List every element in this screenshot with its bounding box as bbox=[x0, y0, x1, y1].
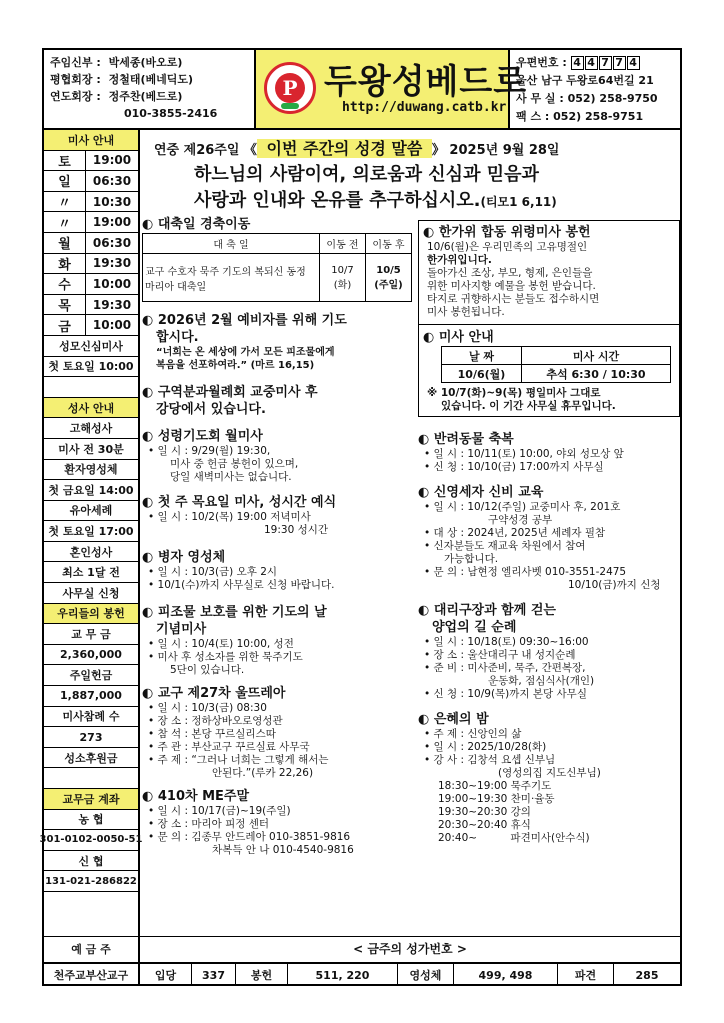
sunday-label: 연중 제26주일 《 bbox=[154, 143, 257, 158]
mass-time: 19:30 bbox=[92, 297, 132, 312]
mass-day: 토 bbox=[44, 151, 86, 171]
mass-day: 일 bbox=[44, 171, 86, 191]
mass-date: 10/6(월) bbox=[442, 365, 522, 383]
pet-title: ◐ 반려동물 축복 bbox=[418, 432, 514, 447]
sick-line: • 10/1(수)까지 사무실로 신청 바랍니다. bbox=[148, 579, 335, 591]
mass-day: 수 bbox=[44, 274, 86, 294]
parish-url[interactable]: http://duwang.catb.kr bbox=[342, 100, 507, 115]
chuseok-line: 위한 미사지향 예물을 봉헌 받습니다. bbox=[427, 280, 596, 292]
sick-line: • 일 시 : 10/3(금) 오후 2시 bbox=[148, 566, 278, 578]
leader-label: 연도회장 bbox=[50, 90, 93, 103]
pet-line: • 일 시 : 10/11(토) 10:00, 야외 성모상 앞 bbox=[424, 448, 624, 460]
sidebar-cell: 첫 금요일 14:00 bbox=[44, 480, 138, 501]
chuseok-line: 미사 봉헌됩니다. bbox=[427, 306, 505, 318]
sidebar-cell: 미사 전 30분 bbox=[44, 439, 138, 460]
hymn-cell: 285 bbox=[635, 968, 659, 982]
mass-time: 06:30 bbox=[92, 173, 132, 188]
mass-table bbox=[441, 346, 671, 383]
leader-row bbox=[50, 105, 217, 122]
mass-day: 월 bbox=[44, 233, 86, 253]
sidebar-cell: 2,360,000 bbox=[44, 645, 138, 666]
hymn-cell: 337 bbox=[192, 964, 236, 986]
hymn-cell: 영성체 bbox=[398, 964, 454, 986]
leader-value: 박세종(바오로) bbox=[108, 56, 183, 69]
mass-time: 19:00 bbox=[92, 215, 132, 230]
walk-title-2: 양업의 길 순례 bbox=[432, 620, 517, 635]
mass-time-row bbox=[44, 171, 138, 192]
mass-header-time: 미사 시간 bbox=[522, 347, 671, 365]
spirit-line: • 일 시 : 9/29(월) 19:30, bbox=[148, 445, 271, 457]
feast-title: ◐ 대축일 경축이동 bbox=[142, 217, 251, 232]
hymn-cell: 천주교부산교구 bbox=[44, 964, 140, 986]
left-column bbox=[142, 216, 414, 857]
creation-title: ◐ 피조물 보호를 위한 기도의 날 bbox=[142, 605, 327, 620]
fest27-line: • 일 시 : 10/3(금) 08:30 bbox=[148, 702, 267, 714]
sidebar-cell: 주일헌금 bbox=[44, 665, 138, 686]
feast-header-before: 이동 전 bbox=[320, 234, 366, 254]
grace-line: (영성의집 지도신부님) bbox=[498, 767, 601, 779]
thursday-line: • 일 시 : 10/2(목) 19:00 저녁미사 bbox=[148, 511, 311, 523]
grace-line: • 주 제 : 신앙인의 삶 bbox=[424, 728, 522, 740]
sidebar-cell: 성소후원금 bbox=[44, 748, 138, 769]
right-column bbox=[418, 220, 680, 845]
verse-reference: (티모1 6,11) bbox=[480, 195, 557, 209]
me-line: 차복득 안 나 010-4540-9816 bbox=[212, 844, 354, 856]
walk-line: 운동화, 점심식사(개인) bbox=[488, 675, 595, 687]
creation-title-2: 기념미사 bbox=[156, 622, 207, 637]
new-line: 가능합니다. bbox=[444, 553, 499, 565]
prep-quote-2: 복음을 선포하여라.” (마르 16,15) bbox=[156, 360, 315, 371]
me-line: • 장 소 : 마리아 피정 센터 bbox=[148, 818, 270, 830]
fest27-title: ◐ 교구 제27차 울뜨레아 bbox=[142, 686, 286, 701]
verse-line-2: 사랑과 인내와 온유를 추구하십시오. bbox=[194, 190, 481, 211]
mass-day: 〃 bbox=[44, 192, 86, 212]
bottom-row-1 bbox=[44, 936, 680, 960]
zip-digit: 4 bbox=[571, 56, 584, 70]
weekly-verse bbox=[194, 162, 557, 215]
address: 울산 남구 두왕로64번길 21 bbox=[516, 74, 654, 87]
hymn-cell: 511, 220 bbox=[288, 964, 398, 986]
mass-time-row bbox=[44, 274, 138, 295]
weekly-word-label: 이번 주간의 성경 말씀 bbox=[257, 139, 432, 158]
parish-contact bbox=[516, 54, 658, 126]
chuseok-title: ◐ 한가위 합동 위령미사 봉헌 bbox=[423, 225, 591, 240]
fest27-line: • 장 소 : 정하상바오로영성관 bbox=[148, 715, 283, 727]
district-title-2: 강당에서 있습니다. bbox=[156, 402, 266, 417]
mass-day: 금 bbox=[44, 315, 86, 335]
fest27-line: • 참 석 : 본당 꾸르실리스따 bbox=[148, 728, 276, 740]
feast-header-name: 대 축 일 bbox=[143, 234, 320, 254]
district-title: ◐ 구역분과월례회 교중미사 후 bbox=[142, 385, 318, 400]
new-line: 구약성경 공부 bbox=[488, 514, 553, 526]
zip-digit: 4 bbox=[627, 56, 640, 70]
walk-line: • 신 청 : 10/9(목)까지 본당 사무실 bbox=[424, 688, 587, 700]
new-title: ◐ 신영세자 신비 교육 bbox=[418, 485, 544, 500]
mass-time: 06:30 bbox=[92, 235, 132, 250]
spirit-line: 당일 새벽미사는 없습니다. bbox=[170, 471, 292, 483]
mass-time-row bbox=[44, 151, 138, 172]
creation-line: 5단이 있습니다. bbox=[170, 664, 245, 676]
sidebar-cell: 1,887,000 bbox=[44, 686, 138, 707]
leader-row: 주임신부 : 박세종(바오로) bbox=[50, 56, 183, 69]
feast-before: 10/7 (화) bbox=[320, 254, 366, 302]
creation-line: • 미사 후 성소자를 위한 묵주기도 bbox=[148, 651, 303, 663]
sidebar-cell: 환자영성체 bbox=[44, 460, 138, 481]
parish-logo-icon: P bbox=[264, 62, 316, 114]
mass-time: 추석 6:30 / 10:30 bbox=[522, 365, 671, 383]
pet-line: • 신 청 : 10/10(금) 17:00까지 사무실 bbox=[424, 461, 604, 473]
sidebar-cell: 성모신심미사 bbox=[44, 336, 138, 357]
mass-header-date: 날 짜 bbox=[442, 347, 522, 365]
zip-label: 우편번호 : bbox=[516, 56, 567, 69]
leader-label: 주임신부 bbox=[50, 56, 93, 69]
spirit-title: ◐ 성령기도회 월미사 bbox=[142, 429, 263, 444]
leader-value: 정철태(베네딕도) bbox=[108, 73, 194, 86]
bottom-row-2 bbox=[44, 962, 680, 986]
chuseok-line: 돌아가신 조상, 부모, 형제, 은인들을 bbox=[427, 267, 593, 279]
feast-after: 10/5 (주일) bbox=[366, 254, 412, 302]
sick-title: ◐ 병자 영성체 bbox=[142, 550, 226, 565]
mass-time-row bbox=[44, 254, 138, 275]
grace-title: ◐ 은혜의 밤 bbox=[418, 712, 489, 727]
prep-title-2: 합시다. bbox=[156, 330, 199, 345]
fest27-line: • 주 관 : 부산교구 꾸르실료 사무국 bbox=[148, 741, 310, 753]
sidebar-heading: 미사 안내 bbox=[44, 130, 138, 151]
sidebar-cell bbox=[44, 377, 138, 398]
mass-note: ※ 10/7(화)~9(목) 평일미사 그대로 bbox=[427, 387, 601, 399]
prep-title: ◐ 2026년 2월 예비자를 위해 기도 bbox=[142, 313, 347, 328]
sidebar-cell: 혼인성사 bbox=[44, 542, 138, 563]
grace-schedule: 20:40~ 파견미사(안수식) bbox=[438, 832, 590, 844]
mass-note: 있습니다. 이 기간 사무실 휴무입니다. bbox=[441, 400, 616, 412]
mass-time-row bbox=[44, 233, 138, 254]
mass-title: ◐ 미사 안내 bbox=[423, 330, 494, 345]
walk-line: • 일 시 : 10/18(토) 09:30~16:00 bbox=[424, 636, 589, 648]
hymn-cell: 499, 498 bbox=[454, 964, 558, 986]
mass-day: 화 bbox=[44, 254, 86, 274]
sidebar-cell bbox=[44, 768, 138, 789]
sidebar-heading: 교무금 계좌 bbox=[44, 789, 138, 810]
grace-line: • 일 시 : 2025/10/28(화) bbox=[424, 741, 547, 753]
office-phone: 사 무 실 : 052) 258-9750 bbox=[516, 92, 658, 105]
sidebar-cell: 273 bbox=[44, 727, 138, 748]
feast-header-after: 이동 후 bbox=[366, 234, 412, 254]
walk-title: ◐ 대리구장과 함께 걷는 bbox=[418, 603, 556, 618]
logo-banner bbox=[254, 50, 528, 128]
leader-row: 평협회장 : 정철태(베네딕도) bbox=[50, 73, 194, 86]
fest27-line: • 주 제 : “그러나 너희는 그렇게 해서는 bbox=[148, 754, 329, 766]
sidebar-cell: 유아세례 bbox=[44, 501, 138, 522]
account-holder-label: 예 금 주 bbox=[44, 937, 140, 960]
thursday-line: 19:30 성시간 bbox=[264, 524, 329, 536]
sidebar-cell: 농 협 bbox=[44, 810, 138, 831]
zip-digit: 7 bbox=[613, 56, 626, 70]
chuseok-line: 한가위입니다. bbox=[427, 254, 492, 266]
new-line: • 일 시 : 10/12(주일) 교중미사 후, 201호 bbox=[424, 501, 621, 513]
walk-line: • 준 비 : 미사준비, 묵주, 간편복장, bbox=[424, 662, 586, 674]
hymn-cell: 파견 bbox=[558, 964, 614, 986]
walk-line: • 장 소 : 울산대리구 내 성지순례 bbox=[424, 649, 576, 661]
prep-quote-1: “너희는 온 세상에 가서 모든 피조물에게 bbox=[156, 347, 335, 358]
sidebar-cell: 첫 토요일 10:00 bbox=[44, 357, 138, 378]
zip-digit: 7 bbox=[599, 56, 612, 70]
leader-label: 평협회장 bbox=[50, 73, 93, 86]
sidebar-cell: 301-0102-0050-51 bbox=[44, 830, 138, 851]
sidebar-heading: 우리들의 봉헌 bbox=[44, 604, 138, 625]
sidebar-cell: 미사참례 수 bbox=[44, 707, 138, 728]
chuseok-line: 10/6(월)은 우리민족의 고유명절인 bbox=[427, 241, 588, 253]
grace-line: • 강 사 : 김창석 요셉 신부님 bbox=[424, 754, 556, 766]
hymn-numbers-title: < 금주의 성가번호 > bbox=[353, 942, 467, 956]
sidebar bbox=[39, 130, 143, 984]
mass-time-row bbox=[44, 212, 138, 233]
mass-time-row bbox=[44, 295, 138, 316]
new-line: • 신자분들도 재교육 차원에서 참여 bbox=[424, 540, 586, 552]
sunday-date: 》 2025년 9월 28일 bbox=[431, 143, 560, 158]
chuseok-line: 타지로 귀향하시는 분들도 접수하시면 bbox=[427, 293, 600, 305]
sidebar-cell: 고해성사 bbox=[44, 418, 138, 439]
mass-day: 〃 bbox=[44, 212, 86, 232]
creation-line: • 일 시 : 10/4(토) 10:00, 성전 bbox=[148, 638, 294, 650]
hymn-cell: 입당 bbox=[140, 964, 192, 986]
chuseok-box bbox=[418, 220, 680, 417]
grace-schedule: 18:30~19:00 묵주기도 bbox=[438, 780, 552, 792]
new-line: 10/10(금)까지 신청 bbox=[568, 579, 661, 591]
leader-row: 연도회장 : 정주찬(베드로) bbox=[50, 90, 183, 103]
mass-time-row bbox=[44, 315, 138, 336]
hymn-cell: 봉헌 bbox=[236, 964, 288, 986]
sidebar-cell: 교 무 금 bbox=[44, 624, 138, 645]
sidebar-cell: 신 협 bbox=[44, 851, 138, 872]
mass-time: 10:00 bbox=[92, 276, 132, 291]
zip-digit: 4 bbox=[585, 56, 598, 70]
mass-time: 19:30 bbox=[92, 256, 132, 271]
fax: 팩 스 : 052) 258-9751 bbox=[516, 110, 644, 123]
feast-table bbox=[142, 233, 412, 302]
grace-schedule: 19:30~20:30 강의 bbox=[438, 806, 531, 818]
mass-day: 목 bbox=[44, 295, 86, 315]
fest27-line: 안된다.”(루카 22,26) bbox=[212, 767, 314, 779]
sidebar-cell: 최소 1달 전 bbox=[44, 562, 138, 583]
leader-value: 정주찬(베드로) bbox=[108, 90, 183, 103]
new-line: • 문 의 : 남현정 엘리사벳 010-3551-2475 bbox=[424, 566, 627, 578]
new-line: • 대 상 : 2024년, 2025년 세례자 필참 bbox=[424, 527, 606, 539]
mass-time-row bbox=[44, 192, 138, 213]
leader-value: 010-3855-2416 bbox=[124, 107, 218, 120]
thursday-title: ◐ 첫 주 목요일 미사, 성시간 예식 bbox=[142, 495, 337, 510]
bulletin-page bbox=[39, 48, 682, 986]
mass-time: 19:00 bbox=[92, 153, 132, 168]
parish-leaders bbox=[50, 54, 217, 122]
verse-line-1: 하느님의 사람이여, 의로움과 신심과 믿음과 bbox=[194, 164, 539, 185]
mass-time: 10:30 bbox=[92, 194, 132, 209]
zip-code bbox=[571, 54, 641, 72]
sidebar-cell: 첫 토요일 17:00 bbox=[44, 521, 138, 542]
mass-time: 10:00 bbox=[92, 318, 132, 333]
grace-schedule: 19:00~19:30 찬미·율동 bbox=[438, 793, 555, 805]
feast-name: 교구 수호자 묵주 기도의 복되신 동정 마리아 대축일 bbox=[143, 254, 320, 302]
sidebar-cell: 131-021-286822 bbox=[44, 871, 138, 892]
me-line: • 문 의 : 김종무 안드레아 010-3851-9816 bbox=[148, 831, 351, 843]
sunday-header bbox=[154, 136, 559, 159]
sidebar-heading: 성사 안내 bbox=[44, 398, 138, 419]
header bbox=[44, 50, 680, 130]
spirit-line: 미사 중 헌금 봉헌이 있으며, bbox=[170, 458, 299, 470]
me-title: ◐ 410차 ME주말 bbox=[142, 789, 250, 804]
grace-schedule: 20:30~20:40 휴식 bbox=[438, 819, 531, 831]
sidebar-cell: 사무실 신청 bbox=[44, 583, 138, 604]
me-line: • 일 시 : 10/17(금)~19(주일) bbox=[148, 805, 291, 817]
parish-title: 두왕성베드로 bbox=[324, 62, 528, 102]
